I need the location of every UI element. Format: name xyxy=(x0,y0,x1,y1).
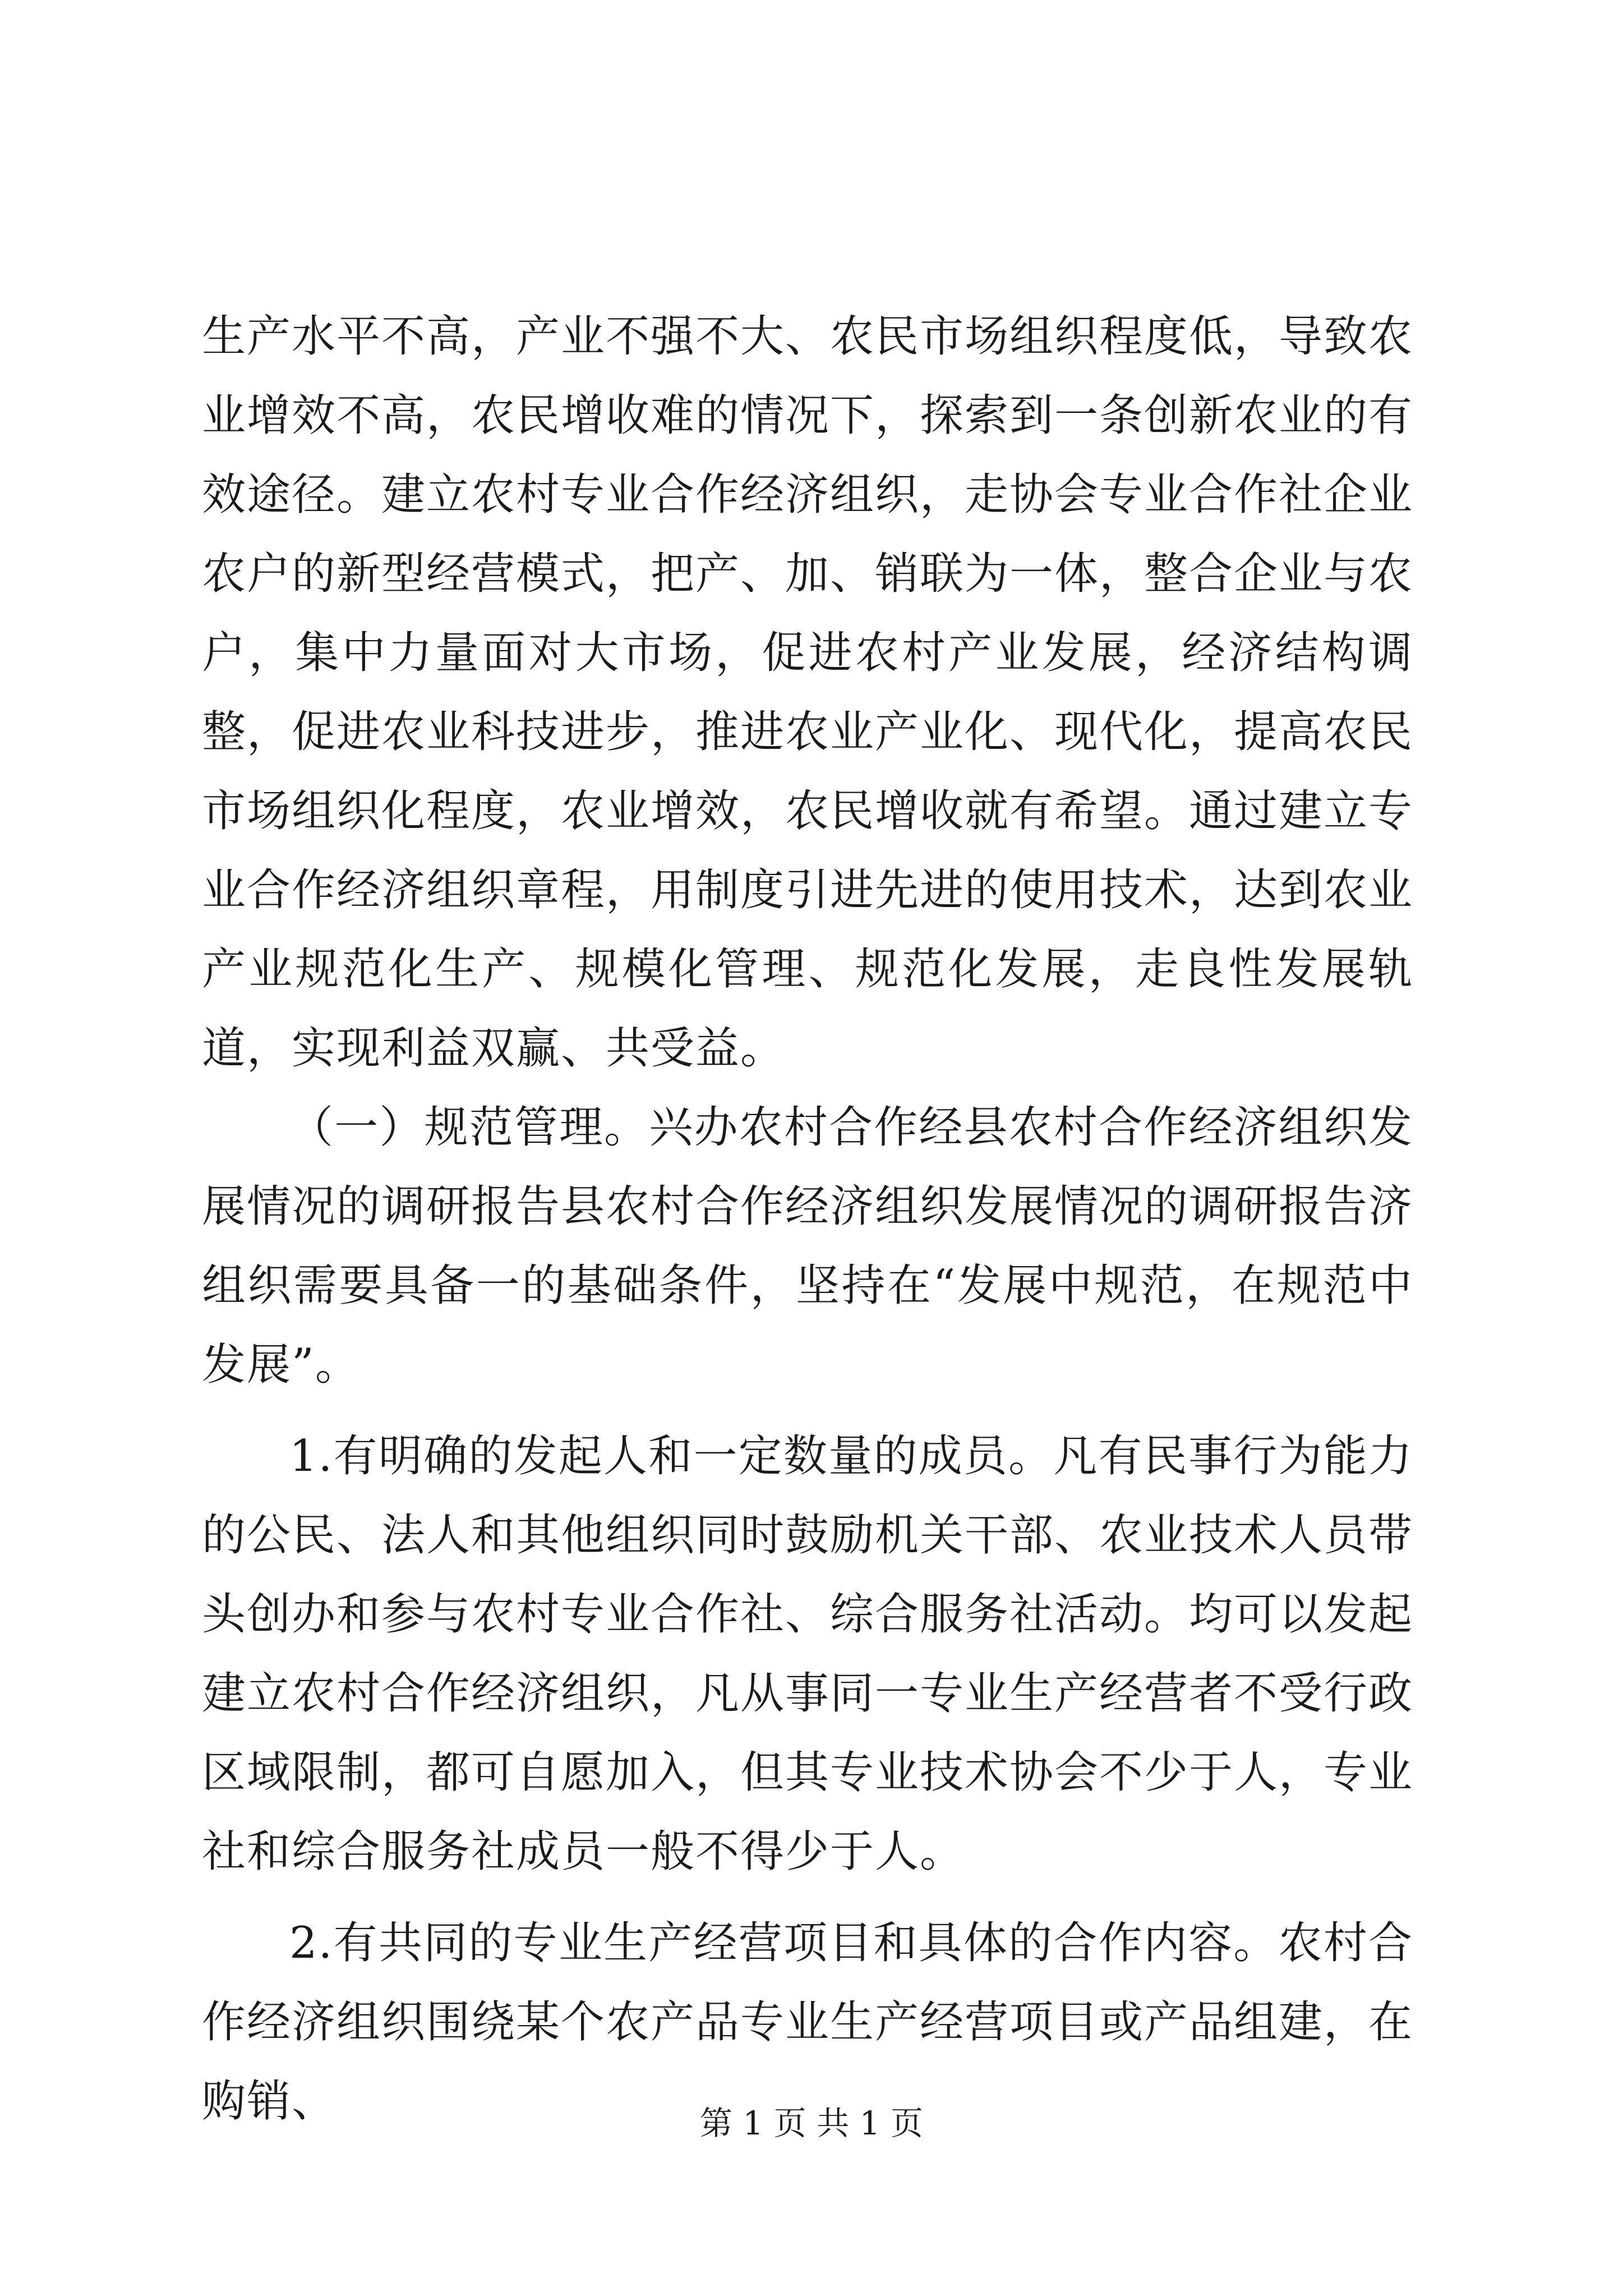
paragraph-item-1: 1.有明确的发起人和一定数量的成员。凡有民事行为能力的公民、法人和其他组织同时鼓励机关干部、农业技术人员带头创办和参与农村专业合作社、综合服务社活动。均可以发起建立农村合作经济组织，凡从事同一专业生产经营者不受行政区域限制，都可自愿加入，但其专业技术协会不少于人，专业社和综合服务社成员一般不得少于人。 xyxy=(202,1431,1414,1877)
paragraph-section-1: （一）规范管理。兴办农村合作经县农村合作经济组织发展情况的调研报告县农村合作经济组织发展情况的调研报告济组织需要具备一的基础条件，坚持在“发展中规范，在规范中发展”。 xyxy=(202,1102,1414,1390)
paragraph-intro: 生产水平不高，产业不强不大、农民市场组织程度低，导致农业增效不高，农民增收难的情况下，探索到一条创新农业的有效途径。建立农村专业合作经济组织，走协会专业合作社企业农户的新型经营模式，把产、加、销联为一体，整合企业与农户，集中力量面对大市场，促进农村产业发展，经济结构调整，促进农业科技进步，推进农业产业化、现代化，提高农民市场组织化程度，农业增效，农民增收就有希望。通过建立专业合作经济组织章程，用制度引进先进的使用技术，达到农业产业规范化生产、规模化管理、规范化发展，走良性发展轨道，实现利益双赢、共受益。 xyxy=(202,311,1414,1074)
paragraph-item-2: 2.有共同的专业生产经营项目和具体的合作内容。农村合作经济组织围绕某个农产品专业生产经营项目或产品组建，在购销、 xyxy=(202,1918,1414,2127)
document-body xyxy=(202,297,1413,2141)
page-footer: 第 1 页 共 1 页 xyxy=(700,2104,923,2142)
